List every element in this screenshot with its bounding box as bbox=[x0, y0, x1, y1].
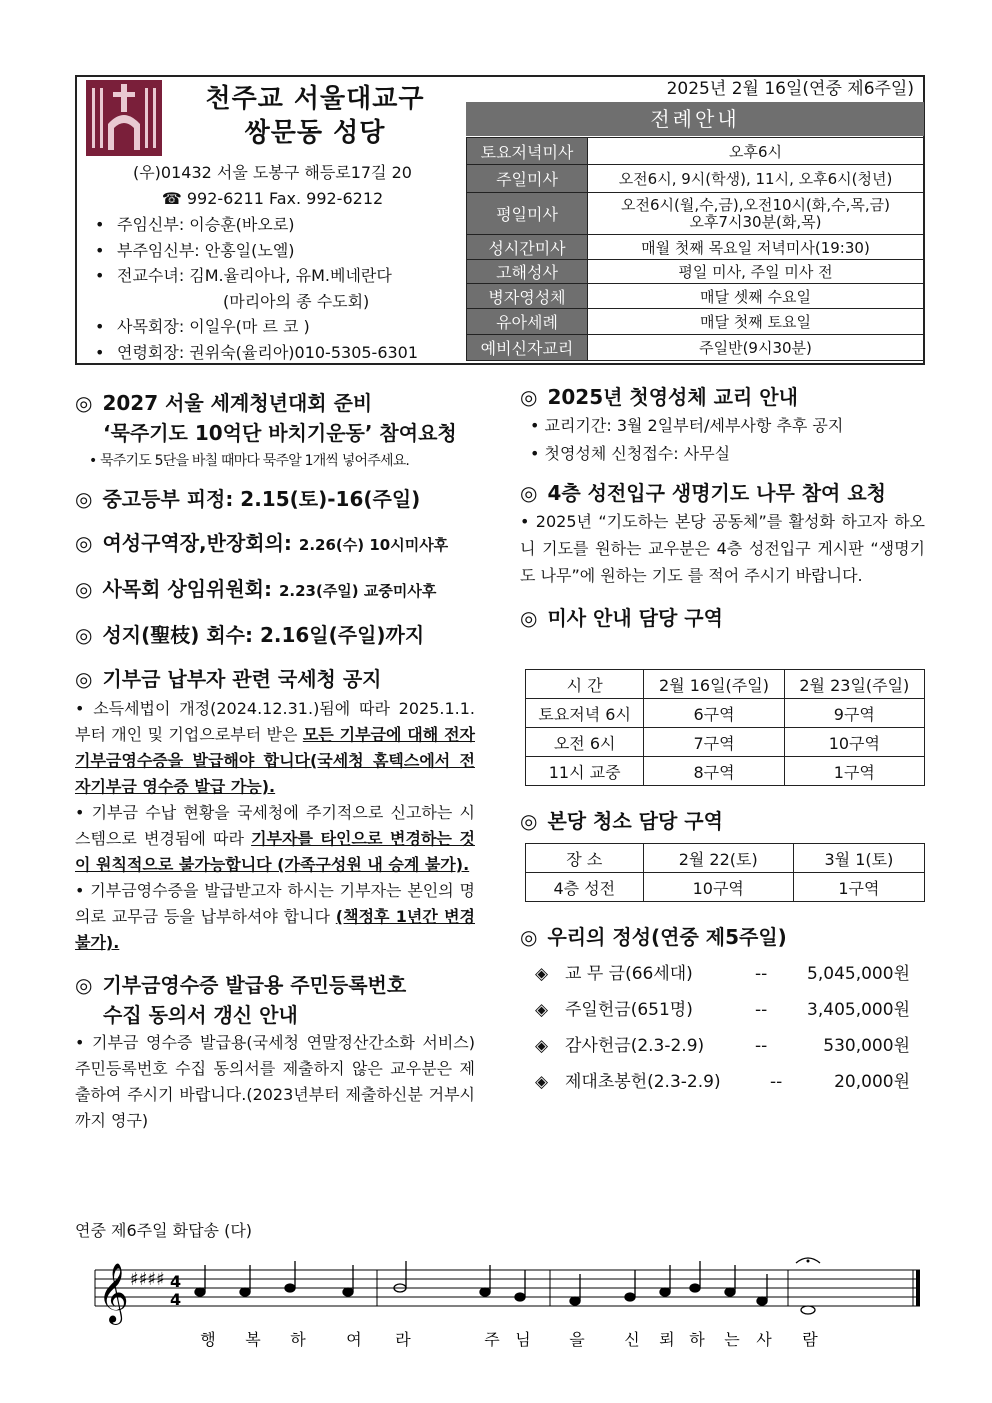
offering-row: ◈ 교 무 금(66세대) -- 5,045,000원 bbox=[535, 956, 910, 992]
liturgy-title: 전례안내 bbox=[466, 102, 924, 136]
cleaning-table bbox=[525, 843, 925, 902]
diamond-icon: ◈ bbox=[535, 1000, 549, 1020]
list bbox=[520, 412, 925, 468]
notice-paragraph: • 기부금 수납 현황을 국세청에 주기적으로 신고하는 시스템으로 변경됨에 따라 기부자를 타인으로 변경하는 것이 원칙적으로 불가능합니다 (가족구성원 내 승계 불가). bbox=[75, 803, 475, 874]
svg-text:4: 4 bbox=[170, 1290, 182, 1309]
lyric-syllable: 복 bbox=[245, 1330, 261, 1349]
lyric-syllable: 뢰 bbox=[659, 1330, 675, 1349]
staff-item: • 사목회장: 이일우(마 르 코 ) bbox=[95, 317, 310, 336]
section-title: ◎ 중고등부 피정: 2.15(토)-16(주일) bbox=[75, 487, 421, 511]
offering-row: ◈ 제대초봉헌(2.3-2.9) -- 20,000원 bbox=[535, 1064, 910, 1100]
section-body: • 2025년 “기도하는 본당 공동체”를 활성화 하고자 하오니 기도를 원하는 교우분은 4층 성전입구 게시판 “생명기도 나무”에 원하는 기도 를 적어 주시기 바랍니다. bbox=[520, 512, 925, 585]
table-row: 토요저녁 6시 6구역 9구역 bbox=[526, 699, 925, 728]
section-body: • 기부금 영수증 발급용(국세청 연말정산간소화 서비스) 주민등록번호 수집 동의서를 제출하지 않은 교우분은 제출하여 주시기 바랍니다.(2023년부터 제출하신분 거부시까지 영구) bbox=[75, 1033, 475, 1130]
staff-item: • 전교수녀: 김M.율리아나, 유M.베네란다 bbox=[95, 266, 392, 285]
notice-paragraph: • 소득세법이 개정(2024.12.31.)됨에 따라 2025.1.1.부터 개인 및 기업으로부터 받은 모든 기부금에 대해 전자기부금영수증을 발급해야 합니다(국세청 홈텍스에서 전자기부금 영수증 발급 가능). bbox=[75, 699, 475, 796]
lyric-syllable: 는 bbox=[724, 1330, 740, 1349]
svg-text:4: 4 bbox=[170, 1272, 182, 1291]
liturgy-table bbox=[466, 137, 924, 361]
liturgy-row: 유아세례 매달 첫째 토요일 bbox=[467, 309, 924, 335]
offering-row: ◈ 감사헌금(2.3-2.9) -- 530,000원 bbox=[535, 1028, 910, 1064]
section-title: ◎ 기부금영수증 발급용 주민등록번호 bbox=[75, 973, 407, 997]
section-title: ◎ 미사 안내 담당 구역 bbox=[520, 606, 723, 630]
liturgy-row: 고해성사 평일 미사, 주일 미사 전 bbox=[467, 260, 924, 284]
parish-line2: 쌍문동 성당 bbox=[244, 118, 386, 148]
lyric-syllable: 라 bbox=[395, 1330, 411, 1349]
right-column bbox=[520, 382, 925, 633]
lyric-syllable: 행 bbox=[200, 1330, 216, 1349]
left-column bbox=[75, 388, 475, 1134]
lyric-syllable: 을 bbox=[569, 1330, 585, 1349]
svg-text:♯♯♯♯: ♯♯♯♯ bbox=[130, 1269, 165, 1290]
diamond-icon: ◈ bbox=[535, 1072, 549, 1092]
section-title-cont: 수집 동의서 갱신 안내 bbox=[103, 1003, 298, 1027]
table-row: 11시 교중 8구역 1구역 bbox=[526, 757, 925, 786]
list-item: • 첫영성체 신청접수: 사무실 bbox=[530, 444, 731, 463]
section-title: ◎ 사목회 상임위원회: 2.23(주일) 교중미사후 bbox=[75, 577, 437, 601]
staff-item: • 연령회장: 권위숙(율리아)010-5305-6301 bbox=[95, 342, 419, 362]
bulletin-date: 2025년 2월 16일(연중 제6주일) bbox=[666, 79, 914, 99]
section-title: ◎ 여성구역장,반장회의: 2.26(수) 10시미사후 bbox=[75, 531, 449, 555]
parish-logo bbox=[86, 80, 162, 156]
liturgy-row: 병자영성체 매달 셋째 수요일 bbox=[467, 284, 924, 309]
liturgy-row: 성시간미사 매월 첫째 목요일 저녁미사(19:30) bbox=[467, 235, 924, 260]
parish-name bbox=[170, 82, 460, 150]
section-body: • 묵주기도 5단을 바칠 때마다 묵주알 1개씩 넣어주세요. bbox=[89, 453, 410, 469]
staff-item: • 주임신부: 이승훈(바오로) bbox=[95, 215, 295, 234]
lyric-syllable: 사 bbox=[756, 1330, 772, 1349]
notice-paragraph: • 기부금영수증을 발급받고자 하시는 기부자는 본인의 명의로 교무금 등을 납부하셔야 합니다 (책정후 1년간 변경 불가). bbox=[75, 881, 475, 952]
lyric-syllable: 님 bbox=[515, 1330, 531, 1349]
lyric-syllable: 주 bbox=[484, 1330, 500, 1349]
lyric-syllable: 하 bbox=[689, 1330, 705, 1349]
table-header-row: 시 간 2월 16일(주일) 2월 23일(주일) bbox=[526, 670, 925, 699]
lyric-syllable: 람 bbox=[802, 1330, 818, 1349]
section-title: ◎ 성지(聖枝) 회수: 2.16일(주일)까지 bbox=[75, 623, 425, 647]
section-title: ◎ 우리의 정성(연중 제5주일) bbox=[520, 925, 787, 949]
lyric-syllable: 여 bbox=[346, 1330, 362, 1349]
svg-text:𝄞: 𝄞 bbox=[98, 1263, 129, 1323]
section-title: ◎ 2025년 첫영성체 교리 안내 bbox=[520, 385, 798, 409]
offerings-list bbox=[535, 956, 910, 1100]
psalm-title: 연중 제6주일 화답송 (다) bbox=[75, 1221, 253, 1240]
contact-info bbox=[80, 160, 465, 212]
music-staff bbox=[90, 1255, 925, 1355]
section-title: ◎ 4층 성전입구 생명기도 나무 참여 요청 bbox=[520, 481, 886, 505]
music-notation bbox=[90, 1255, 925, 1355]
lyric-syllable: 하 bbox=[290, 1330, 306, 1349]
list-item: • 교리기간: 3월 2일부터/세부사항 추후 공지 bbox=[530, 416, 844, 435]
diamond-icon: ◈ bbox=[535, 964, 549, 984]
staff-list bbox=[95, 212, 465, 365]
table-row: 오전 6시 7구역 10구역 bbox=[526, 728, 925, 757]
table-row: 4층 성전 10구역 1구역 bbox=[526, 873, 925, 902]
table-header-row: 장 소 2월 22(토) 3월 1(토) bbox=[526, 844, 925, 873]
offering-row: ◈ 주일헌금(651명) -- 3,405,000원 bbox=[535, 992, 910, 1028]
mass-guide-table bbox=[525, 669, 925, 786]
section-title: ◎ 2027 서울 세계청년대회 준비 bbox=[75, 391, 373, 415]
lyric-syllable: 신 bbox=[624, 1330, 640, 1349]
liturgy-row: 주일미사 오전6시, 9시(학생), 11시, 오후6시(청년) bbox=[467, 165, 924, 193]
address: (우)01432 서울 도봉구 해등로17길 20 bbox=[132, 163, 412, 182]
liturgy-row: 예비신자교리 주일반(9시30분) bbox=[467, 335, 924, 361]
diamond-icon: ◈ bbox=[535, 1036, 549, 1056]
section-title: ◎ 기부금 납부자 관련 국세청 공지 bbox=[75, 667, 382, 691]
section-title-cont: ‘묵주기도 10억단 바치기운동’ 참여요청 bbox=[103, 421, 457, 445]
staff-item: • 부주임신부: 안홍일(노엘) bbox=[95, 240, 295, 260]
parish-line1: 천주교 서울대교구 bbox=[205, 84, 425, 114]
section-title: ◎ 본당 청소 담당 구역 bbox=[520, 809, 723, 833]
phone: ☎ 992-6211 Fax. 992-6212 bbox=[161, 189, 384, 208]
liturgy-row: 토요저녁미사 오후6시 bbox=[467, 138, 924, 165]
staff-item: (마리아의 종 수도회) bbox=[223, 291, 370, 311]
liturgy-row: 평일미사 오전6시(월,수,금),오전10시(화,수,목,금) 오후7시30분(화,목) bbox=[467, 193, 924, 235]
